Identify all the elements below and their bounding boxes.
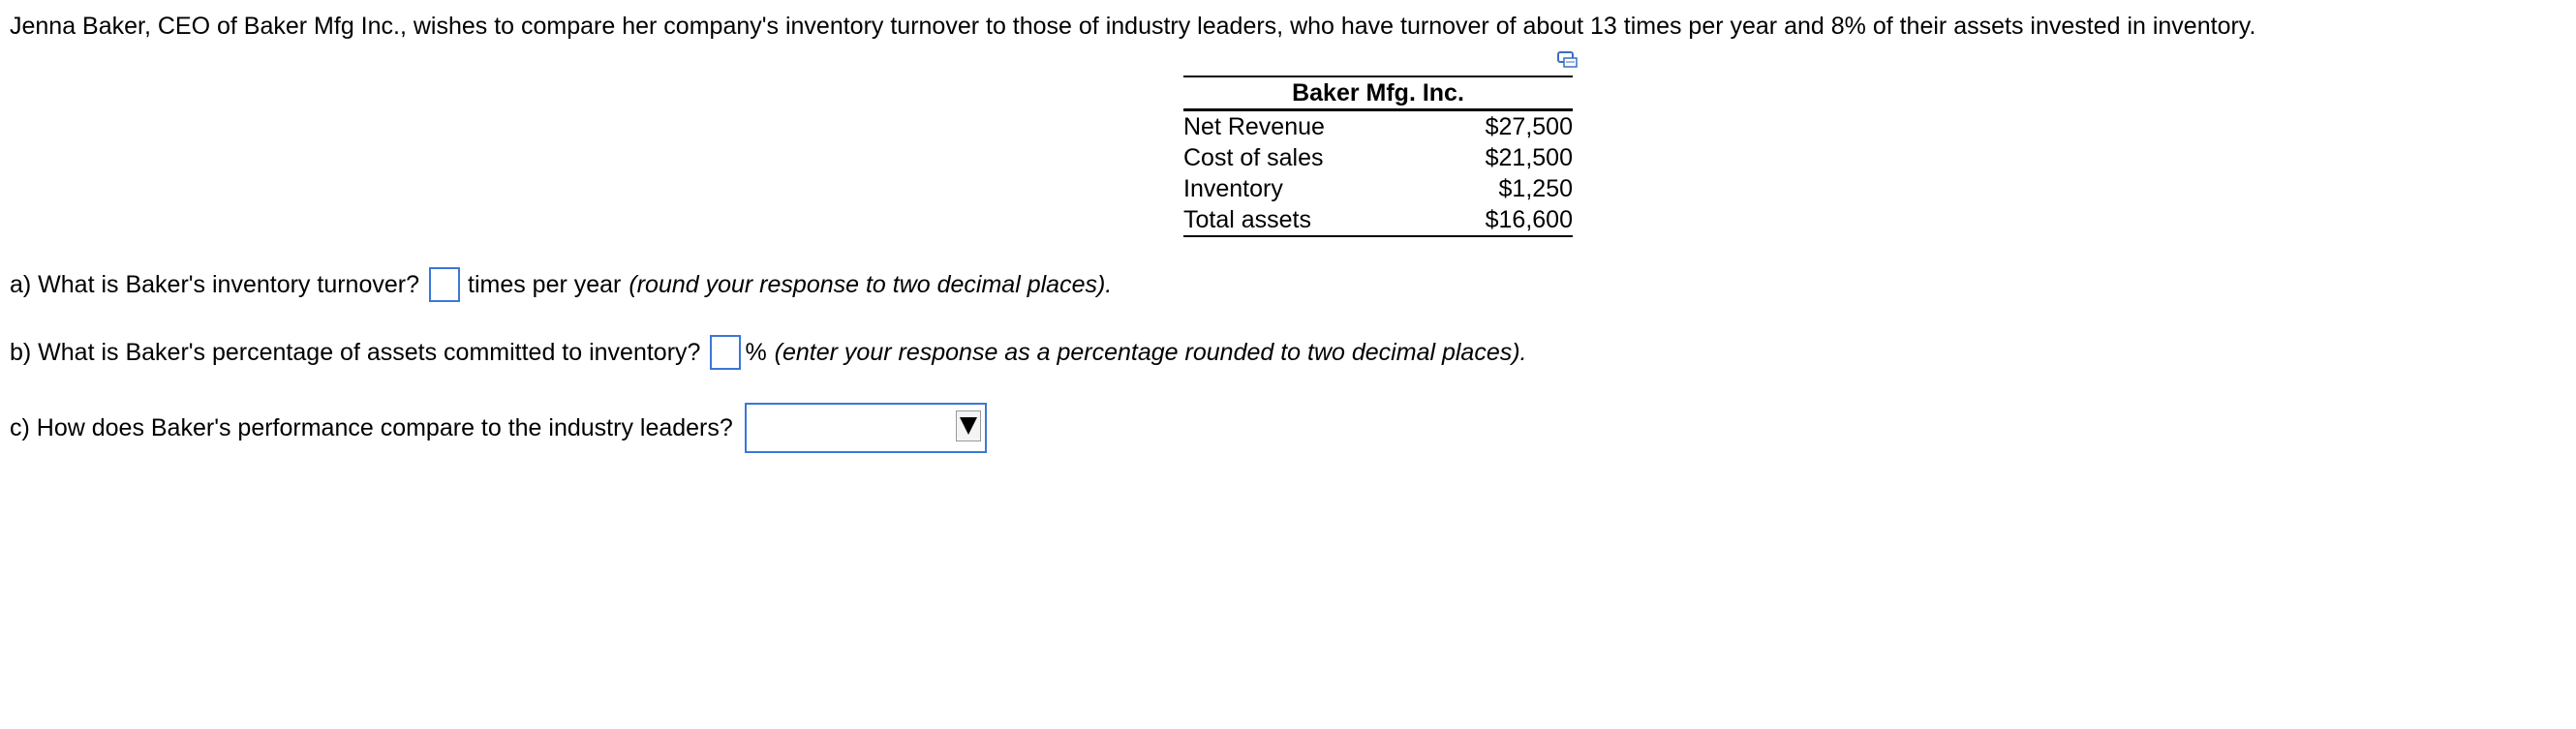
question-c: [10, 403, 987, 453]
row-value: $21,500: [1485, 144, 1573, 171]
question-b-prompt: b) What is Baker's percentage of assets committed to inventory?: [10, 338, 701, 366]
row-label: Total assets: [1183, 206, 1312, 233]
question-a-instruction: (round your response to two decimal places).: [629, 270, 1113, 298]
table-row: [1183, 142, 1573, 173]
row-value: $1,250: [1498, 175, 1573, 202]
table-title: Baker Mfg. Inc.: [1183, 77, 1573, 111]
inventory-percentage-input[interactable]: [710, 335, 741, 370]
question-a-suffix: times per year: [468, 270, 622, 298]
question-b: [10, 335, 1527, 370]
question-b-suffix: %: [745, 338, 767, 366]
row-label: Net Revenue: [1183, 113, 1325, 140]
inventory-turnover-input[interactable]: [429, 267, 460, 302]
dropdown-arrow-button[interactable]: [956, 410, 981, 441]
table-row: [1183, 173, 1573, 204]
row-value: $27,500: [1485, 113, 1573, 140]
financial-data-table: [1183, 76, 1573, 237]
copy-data-icon[interactable]: [1557, 50, 1579, 70]
problem-statement: Jenna Baker, CEO of Baker Mfg Inc., wishes to compare her company's inventory turnover to those of industry leaders, who have turnover of about 13 times per year and 8% of their assets invested in inventory.: [10, 13, 2256, 40]
chevron-down-icon: [960, 417, 977, 435]
row-label: Cost of sales: [1183, 144, 1324, 171]
question-a-prompt: a) What is Baker's inventory turnover?: [10, 270, 419, 298]
question-c-prompt: c) How does Baker's performance compare to the industry leaders?: [10, 413, 733, 441]
question-b-instruction: (enter your response as a percentage rounded to two decimal places).: [774, 338, 1527, 366]
row-value: $16,600: [1485, 206, 1573, 233]
question-a: [10, 267, 1112, 302]
performance-comparison-dropdown[interactable]: [745, 403, 987, 453]
row-label: Inventory: [1183, 175, 1283, 202]
table-row: [1183, 204, 1573, 235]
table-row: [1183, 111, 1573, 142]
